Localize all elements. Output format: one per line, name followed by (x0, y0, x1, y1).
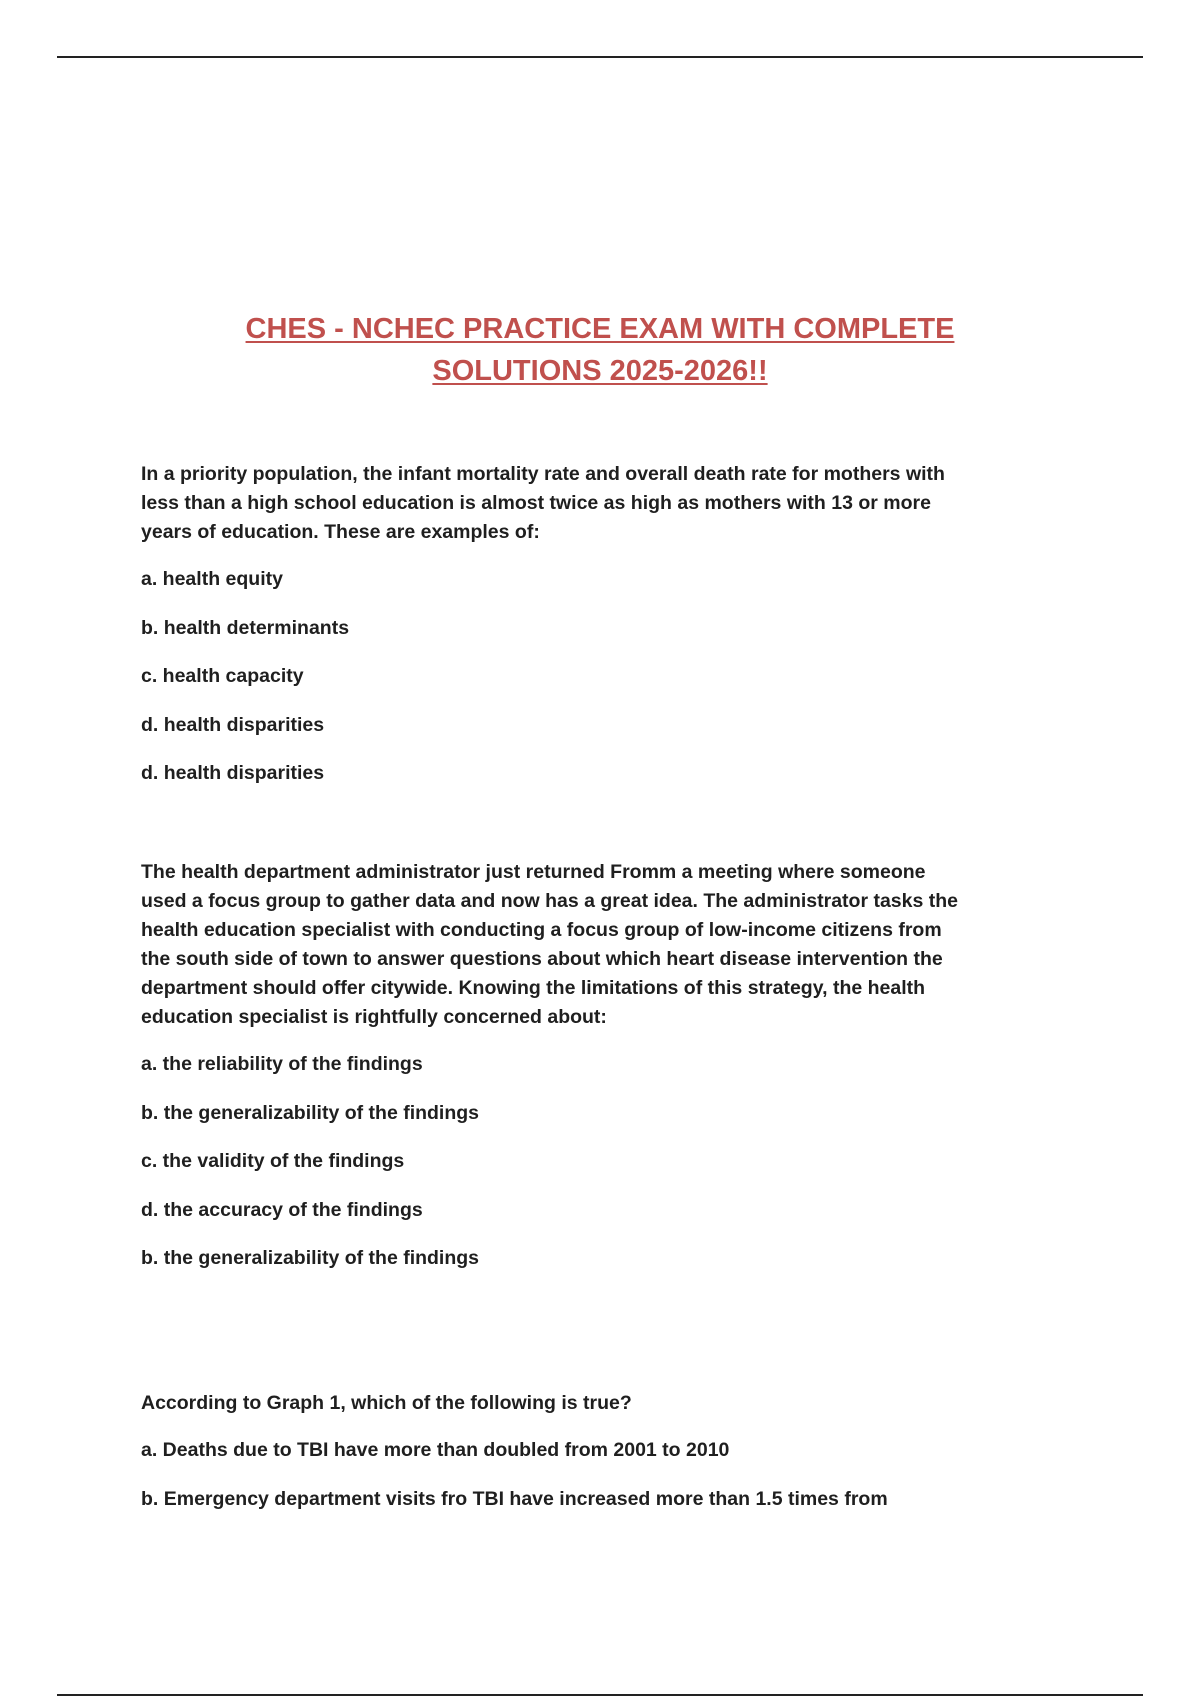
question-2-stem-line: the south side of town to answer questions about which heart disease intervention the (141, 948, 943, 970)
question-3-stem-line: According to Graph 1, which of the following is true? (141, 1392, 632, 1414)
top-rule (57, 56, 1143, 58)
question-2 (141, 858, 1071, 1273)
question-2-option-c: c. the validity of the findings (141, 1150, 405, 1172)
question-1-stem-line: In a priority population, the infant mortality rate and overall death rate for mothers with (141, 463, 945, 485)
question-3 (141, 1389, 1071, 1514)
question-1-option-b: b. health determinants (141, 616, 350, 639)
document-title (140, 308, 1060, 392)
question-1-stem (141, 460, 1071, 547)
question-2-stem-line: The health department administrator just returned Fromm a meeting where someone (141, 861, 926, 883)
question-2-stem-line: department should offer citywide. Knowing the limitations of this strategy, the health (141, 977, 926, 999)
question-1-stem-line: less than a high school education is almost twice as high as mothers with 13 or more (141, 492, 931, 514)
question-1-option-c: c. health capacity (141, 665, 304, 687)
title-line-2: SOLUTIONS 2025-2026!! (432, 355, 768, 387)
question-2-stem (141, 858, 1071, 1032)
question-1-option-a: a. health equity (141, 568, 283, 590)
question-2-stem-line: used a focus group to gather data and now has a great idea. The administrator tasks the (141, 890, 959, 912)
question-2-option-b: b. the generalizability of the findings (141, 1101, 480, 1124)
question-1 (141, 460, 1071, 788)
question-3-option-b: b. Emergency department visits fro TBI have increased more than 1.5 times from (141, 1487, 888, 1510)
question-3-stem (141, 1389, 1071, 1418)
question-2-stem-line: education specialist is rightfully concerned about: (141, 1006, 607, 1028)
question-2-stem-line: health education specialist with conducting a focus group of low-income citizens from (141, 919, 942, 941)
question-2-answer: b. the generalizability of the findings (141, 1247, 480, 1269)
title-line-1: CHES - NCHEC PRACTICE EXAM WITH COMPLETE (245, 313, 955, 345)
question-1-stem-line: years of education. These are examples of: (141, 521, 540, 543)
question-1-option-d: d. health disparities (141, 713, 325, 736)
question-2-option-d: d. the accuracy of the findings (141, 1198, 423, 1221)
bottom-rule (57, 1694, 1143, 1696)
question-3-option-a: a. Deaths due to TBI have more than doubled from 2001 to 2010 (141, 1439, 730, 1461)
question-1-answer: d. health disparities (141, 762, 325, 784)
question-2-option-a: a. the reliability of the findings (141, 1053, 423, 1075)
